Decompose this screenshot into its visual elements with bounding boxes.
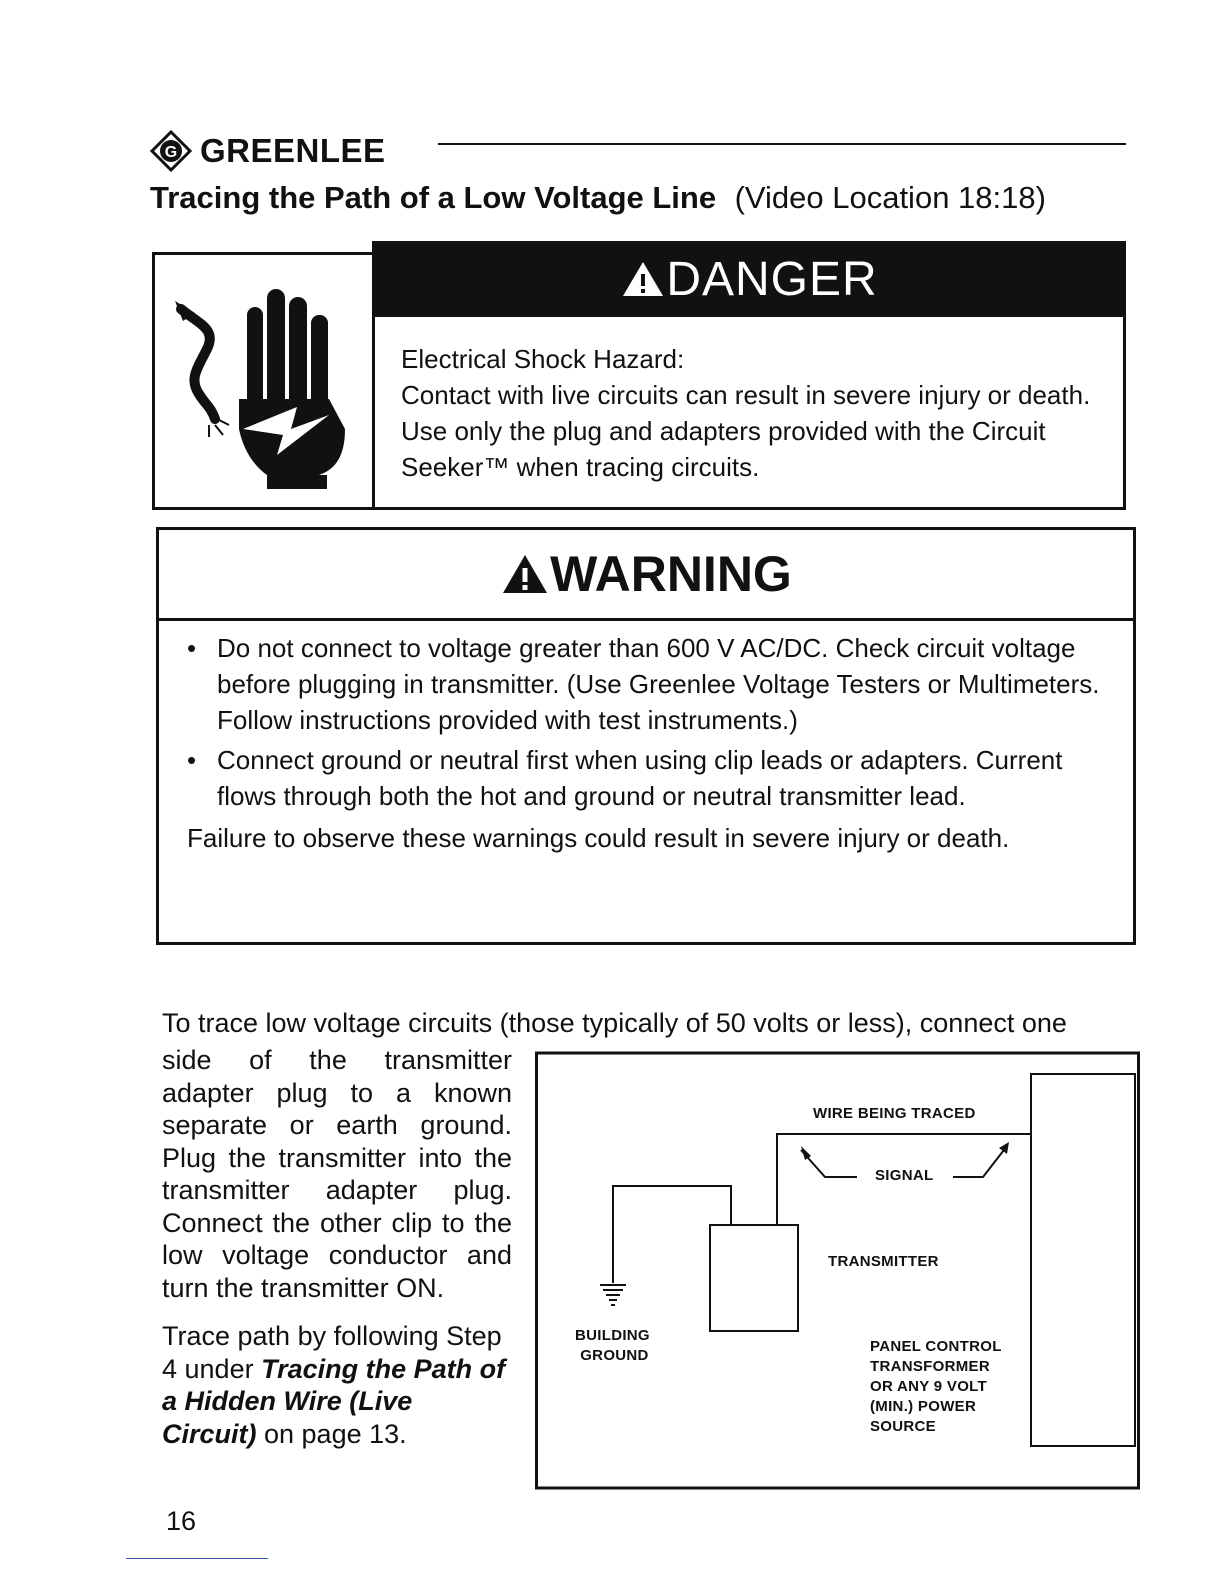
power-source-line: (MIN.) POWER (870, 1398, 977, 1415)
intro-text: To trace low voltage circuits (those typically of 50 volts or less), connect one (162, 1008, 1067, 1038)
wire-label: WIRE BEING TRACED (813, 1105, 976, 1122)
power-source-line: TRANSFORMER (870, 1358, 990, 1375)
brand-header (150, 130, 386, 172)
brand-name: GREENLEE (200, 132, 386, 169)
warning-item (187, 630, 1103, 738)
warning-item-text: Do not connect to voltage greater than 600 V AC/DC. Check circuit voltage before plugging in transmitter. (Use Greenlee Voltage Testers or Multimeters. Follow instructions provided with test instruments.) (217, 633, 1100, 735)
greenlee-logo-icon (150, 130, 192, 172)
danger-message (401, 341, 1093, 485)
electrical-shock-hand-icon (169, 279, 359, 489)
warning-list (187, 630, 1103, 856)
warning-item (187, 742, 1103, 814)
trace-suffix: on page 13. (256, 1418, 407, 1449)
ground-label (575, 1326, 650, 1366)
warning-heading (159, 530, 1133, 621)
bullet-icon: • (187, 633, 197, 663)
power-source-line: SOURCE (870, 1418, 936, 1435)
power-source-line: PANEL CONTROL (870, 1338, 1002, 1355)
warning-item-text: Connect ground or neutral first when using clip leads or adapters. Current flows through both the hot and ground or neutral transmitter lead. (217, 745, 1063, 811)
page-number: 16 (166, 1506, 197, 1536)
svg-text:G: G (164, 144, 178, 161)
power-source-line: OR ANY 9 VOLT (870, 1378, 987, 1395)
danger-heading-text: DANGER (666, 252, 878, 306)
instructions-text: side of the transmitter adapter plug to a known separate or earth ground. Plug the transmitter into the transmitter adapter plug. Connect the other clip to the low voltage conductor and turn the transmitter ON. (162, 1045, 512, 1303)
section-title: Tracing the Path of a Low Voltage Line (150, 180, 717, 215)
wiring-diagram (535, 1050, 1141, 1490)
warning-triangle-icon (500, 552, 550, 596)
trace-instructions (162, 1320, 512, 1450)
power-source-label (870, 1337, 1002, 1437)
trace-prefix: Trace path by following Step 4 under (162, 1321, 502, 1384)
warning-panel (156, 527, 1136, 945)
danger-panel (152, 252, 1126, 510)
ground-label-line: BUILDING (575, 1327, 650, 1344)
trace-reference-link: Tracing the Path of a Hidden Wire (Live Circuit) (162, 1353, 506, 1449)
video-location: (Video Location 18:18) (734, 180, 1046, 215)
warning-footer: Failure to observe these warnings could result in severe injury or death. (187, 823, 1010, 853)
warning-triangle-icon (620, 259, 666, 299)
danger-line-1: Electrical Shock Hazard: (401, 344, 685, 374)
bullet-icon: • (187, 745, 197, 775)
warning-heading-text: WARNING (550, 546, 792, 602)
page-title (150, 180, 1046, 216)
footer-rule (126, 1558, 268, 1559)
transmitter-label: TRANSMITTER (828, 1253, 939, 1270)
ground-label-line: GROUND (580, 1347, 649, 1364)
signal-label: SIGNAL (875, 1167, 934, 1184)
header-rule (438, 143, 1126, 145)
danger-heading (372, 241, 1126, 317)
danger-icon-cell (155, 255, 375, 507)
danger-line-2: Contact with live circuits can result in severe injury or death. Use only the plug and adapters provided with the Circuit Seeker™ when tracing circuits. (401, 380, 1091, 482)
